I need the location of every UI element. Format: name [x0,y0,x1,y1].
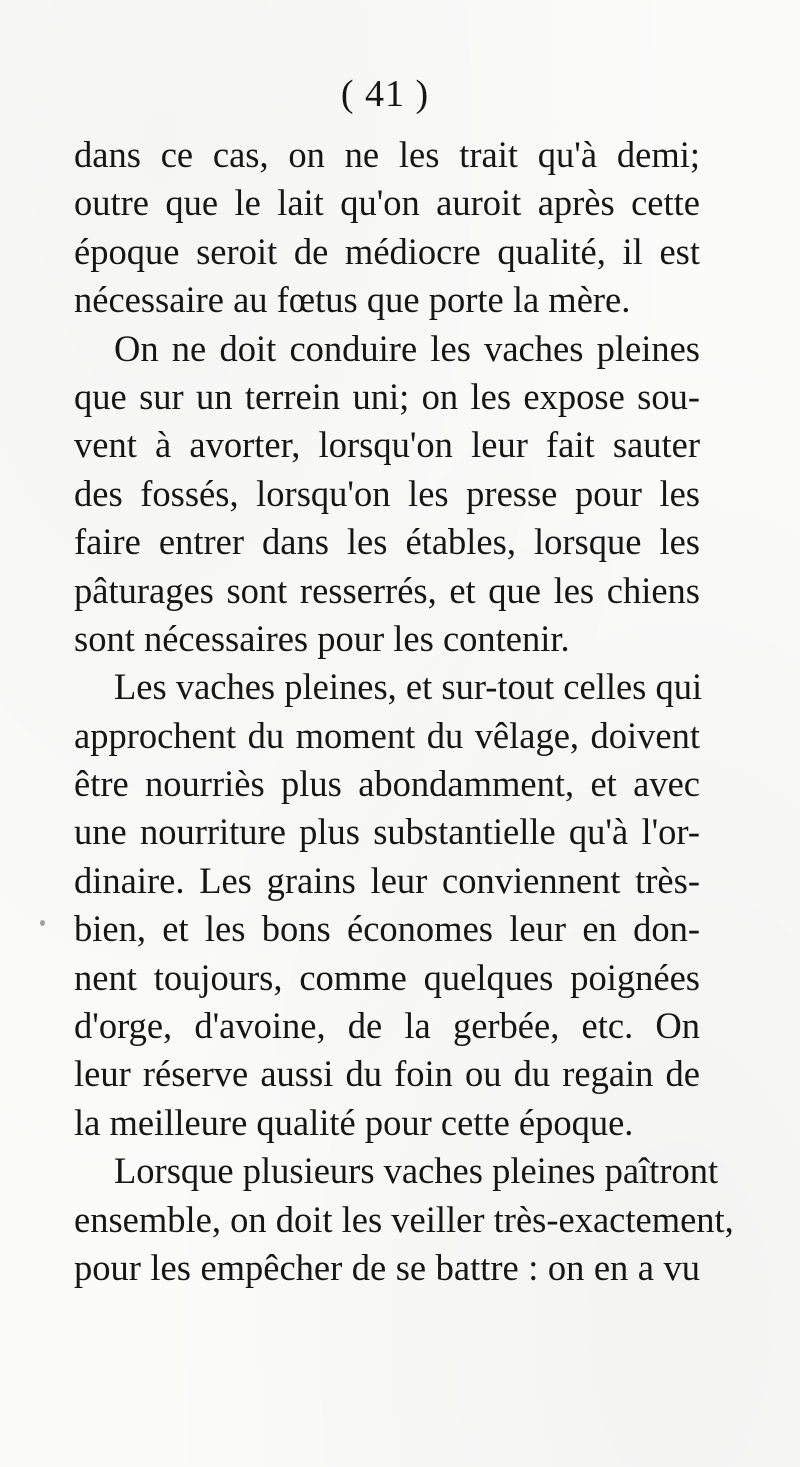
text-line: bien, et les bons économes leur en don- [74,908,700,950]
text-line: d'orge, d'avoine, de la gerbée, etc. On [74,1005,700,1047]
text-line: des fossés, lorsqu'on les presse pour les [74,472,700,514]
text-line: être nourriès plus abondamment, et avec [74,763,700,805]
text-line: une nourriture plus substantielle qu'à l'or- [74,811,700,853]
text-line: que sur un terrein uni; on les expose sou- [74,375,700,417]
text-line: dans ce cas, on ne les trait qu'à demi; [74,134,700,175]
text-line: la meilleure qualité pour cette époque. [74,1101,634,1143]
text-line: Lorsque plusieurs vaches pleines paîtront [114,1150,719,1192]
text-line: nent toujours, comme quelques poignées [74,956,700,998]
text-line: sont nécessaires pour les contenir. [74,617,570,659]
text-line: époque seroit de médiocre qualité, il est [74,230,700,272]
text-line: nécessaire au fœtus que porte la mère. [74,279,631,321]
text-line: approchent du moment du vêlage, doivent [74,714,700,756]
text-line: leur réserve aussi du foin ou du regain de [74,1053,700,1095]
text-line: ensemble, on doit les veiller très-exactement, [74,1198,734,1240]
text-line: outre que le lait qu'on auroit après cette [74,182,700,224]
page-number: ( 41 ) [340,73,430,115]
text-line: On ne doit conduire les vaches pleines [114,327,700,369]
body-text [74,131,734,1292]
text-line: Les vaches pleines, et sur-tout celles qui [114,666,703,708]
text-line: pour les empêcher de se battre : on en a vu [74,1246,700,1288]
text-line: pâturages sont resserrés, et que les chiens [74,569,700,611]
text-line: faire entrer dans les étables, lorsque les [74,521,700,563]
text-line: dinaire. Les grains leur conviennent très- [74,859,700,901]
ink-speck [40,920,45,926]
text-line: vent à avorter, lorsqu'on leur fait sauter [74,424,700,466]
